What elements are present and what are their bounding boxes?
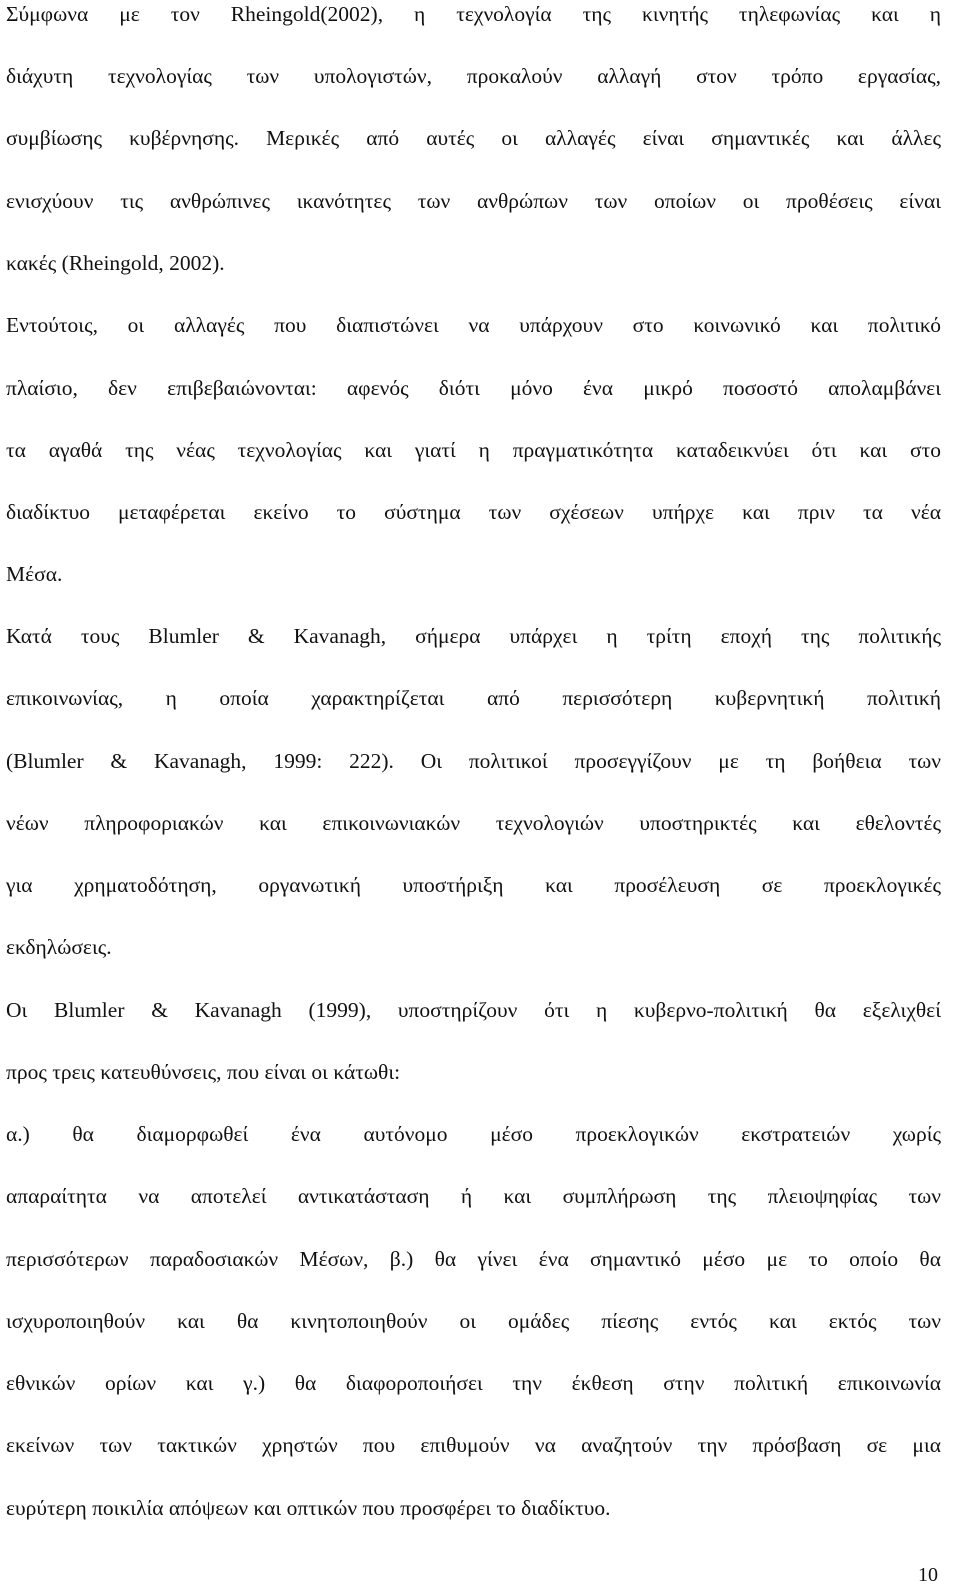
text-line: ισχυροποιηθούν και θα κινητοποιηθούν οι ομάδες πίεσης εντός και εκτός των — [6, 1309, 941, 1333]
text-line: Εντούτοις, οι αλλαγές που διαπιστώνει να υπάρχουν στο κοινωνικό και πολιτικό — [6, 313, 941, 337]
text-line: Σύμφωνα με τον Rheingold(2002), η τεχνολογία της κινητής τηλεφωνίας και η — [6, 2, 941, 26]
text-line: ενισχύουν τις ανθρώπινες ικανότητες των ανθρώπων των οποίων οι προθέσεις είναι — [6, 189, 941, 213]
text-line: προς τρεις κατευθύνσεις, που είναι οι κάτωθι: — [6, 1060, 401, 1084]
text-line: ευρύτερη ποικιλία απόψεων και οπτικών που προσφέρει το διαδίκτυο. — [6, 1496, 611, 1520]
text-line: για χρηματοδότηση, οργανωτική υποστήριξη και προσέλευση σε προεκλογικές — [6, 873, 941, 897]
text-line: τα αγαθά της νέας τεχνολογίας και γιατί η πραγματικότητα καταδεικνύει ότι και στο — [6, 438, 941, 462]
text-line: διαδίκτυο μεταφέρεται εκείνο το σύστημα των σχέσεων υπήρχε και πριν τα νέα — [6, 500, 941, 524]
text-line: κακές (Rheingold, 2002). — [6, 251, 225, 275]
text-line: πλαίσιο, δεν επιβεβαιώνονται: αφενός διότι μόνο ένα μικρό ποσοστό απολαμβάνει — [6, 376, 941, 400]
text-line: εκείνων των τακτικών χρηστών που επιθυμούν να αναζητούν την πρόσβαση σε μια — [6, 1433, 941, 1457]
text-line: α.) θα διαμορφωθεί ένα αυτόνομο μέσο προεκλογικών εκστρατειών χωρίς — [6, 1122, 941, 1146]
text-line: επικοινωνίας, η οποία χαρακτηρίζεται από περισσότερη κυβερνητική πολιτική — [6, 686, 941, 710]
text-line: συμβίωσης κυβέρνησης. Μερικές από αυτές οι αλλαγές είναι σημαντικές και άλλες — [6, 126, 941, 150]
text-line: περισσότερων παραδοσιακών Μέσων, β.) θα γίνει ένα σημαντικό μέσο με το οποίο θα — [6, 1247, 941, 1271]
text-line: νέων πληροφοριακών και επικοινωνιακών τεχνολογιών υποστηρικτές και εθελοντές — [6, 811, 941, 835]
text-line: Οι Blumler & Kavanagh (1999), υποστηρίζουν ότι η κυβερνο-πολιτική θα εξελιχθεί — [6, 998, 941, 1022]
text-line: απαραίτητα να αποτελεί αντικατάσταση ή και συμπλήρωση της πλειοψηφίας των — [6, 1184, 941, 1208]
text-line: (Blumler & Kavanagh, 1999: 222). Οι πολιτικοί προσεγγίζουν με τη βοήθεια των — [6, 749, 941, 773]
text-line: Μέσα. — [6, 562, 63, 586]
text-line: εθνικών ορίων και γ.) θα διαφοροποιήσει την έκθεση στην πολιτική επικοινωνία — [6, 1371, 941, 1395]
text-line: Κατά τους Blumler & Kavanagh, σήμερα υπάρχει η τρίτη εποχή της πολιτικής — [6, 624, 941, 648]
text-line: εκδηλώσεις. — [6, 935, 112, 959]
page-number: 10 — [918, 1564, 938, 1586]
text-line: διάχυτη τεχνολογίας των υπολογιστών, προκαλούν αλλαγή στον τρόπο εργασίας, — [6, 64, 941, 88]
